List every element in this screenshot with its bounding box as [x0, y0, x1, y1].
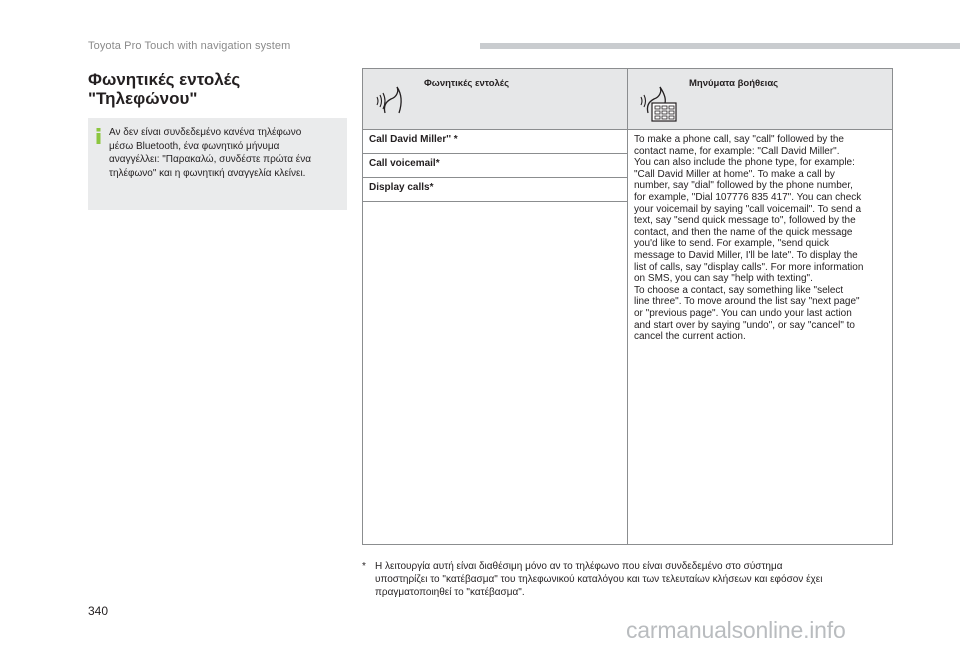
command-call-voicemail: Call voicemail* [363, 154, 628, 178]
column-header-commands [363, 69, 628, 130]
header-rule [480, 43, 960, 49]
command-call-contact: Call David Miller'' * [363, 130, 628, 154]
footnote-line: πραγματοποιηθεί το "κατέβασμα". [375, 587, 525, 598]
help-line: number, say "dial" followed by the phone number, [634, 180, 853, 192]
watermark: carmanualsonline.info [626, 617, 846, 643]
column-header-help [628, 69, 893, 130]
help-line: contact, and then the name of the quick message [634, 226, 853, 238]
section-title [88, 70, 348, 108]
info-line: μέσω Bluetooth, ένα φωνητικό μήνυμα [109, 140, 280, 152]
help-line: list of calls, say "display calls". For more information [634, 261, 864, 273]
page-number: 340 [88, 604, 109, 618]
help-line: "Call David Miller at home". To make a call by [634, 168, 835, 180]
info-note-text [109, 126, 339, 180]
info-note-box [88, 118, 347, 210]
info-line: Αν δεν είναι συνδεδεμένο κανένα τηλέφωνο [109, 127, 302, 138]
table-row [363, 130, 893, 154]
help-line: message to David Miller, I'll be late". To display the [634, 249, 858, 261]
help-line: You can also include the phone type, for example: [634, 157, 855, 169]
help-line: and start over by saying "undo", or say "cancel" to [634, 319, 855, 331]
help-line: on SMS, you can say "help with texting". [634, 273, 813, 285]
info-line: αναγγέλλει: "Παρακαλώ, συνδέστε πρώτα ένα [109, 154, 312, 165]
running-header: Toyota Pro Touch with navigation system [88, 40, 291, 52]
info-i-icon [94, 128, 103, 144]
table-header-row [363, 69, 893, 130]
help-line: To choose a contact, say something like "select [634, 284, 844, 296]
command-display-calls: Display calls* [363, 178, 628, 202]
help-line: for example, "Dial 107776 835 417". You can check [634, 191, 862, 203]
help-line: or "previous page". You can undo your last action [634, 307, 852, 319]
help-line: line three". To move around the list say "next page" [634, 296, 860, 308]
voice-command-icon [373, 83, 409, 117]
footnote-marker: * [362, 561, 366, 572]
help-message-cell [628, 130, 893, 545]
help-line: text, say "send quick message to", followed by the [634, 215, 856, 227]
column-header-commands-label: Φωνητικές εντολές [424, 78, 510, 89]
help-line: your voicemail by saying "call voicemail". To send a [634, 203, 862, 215]
section-title-line-2: "Τηλεφώνου" [88, 89, 198, 108]
empty-command-cell [363, 202, 628, 545]
section-title-line-1: Φωνητικές εντολές [88, 70, 241, 89]
help-line: you'd like to send. For example, "send quick [634, 238, 830, 250]
footnote [362, 560, 892, 599]
help-line: cancel the current action. [634, 331, 746, 343]
column-header-help-label: Μηνύματα βοήθειας [689, 78, 779, 89]
help-line: contact name, for example: "Call David Miller". [634, 145, 840, 157]
voice-help-keypad-icon [638, 83, 678, 123]
footnote-line: υποστηρίζει το "κατέβασμα" του τηλεφωνικού καταλόγου και των τελευταίων κλήσεων και εφόσον έχει [375, 574, 823, 585]
voice-commands-table [362, 68, 893, 545]
info-line: τηλέφωνο" και η φωνητική αναγγελία κλείνει. [109, 167, 306, 179]
help-line: To make a phone call, say "call" followed by the [634, 134, 844, 145]
footnote-line: Η λειτουργία αυτή είναι διαθέσιμη μόνο αν το τηλέφωνο που είναι συνδεδεμένο στο σύστημα [375, 561, 783, 572]
